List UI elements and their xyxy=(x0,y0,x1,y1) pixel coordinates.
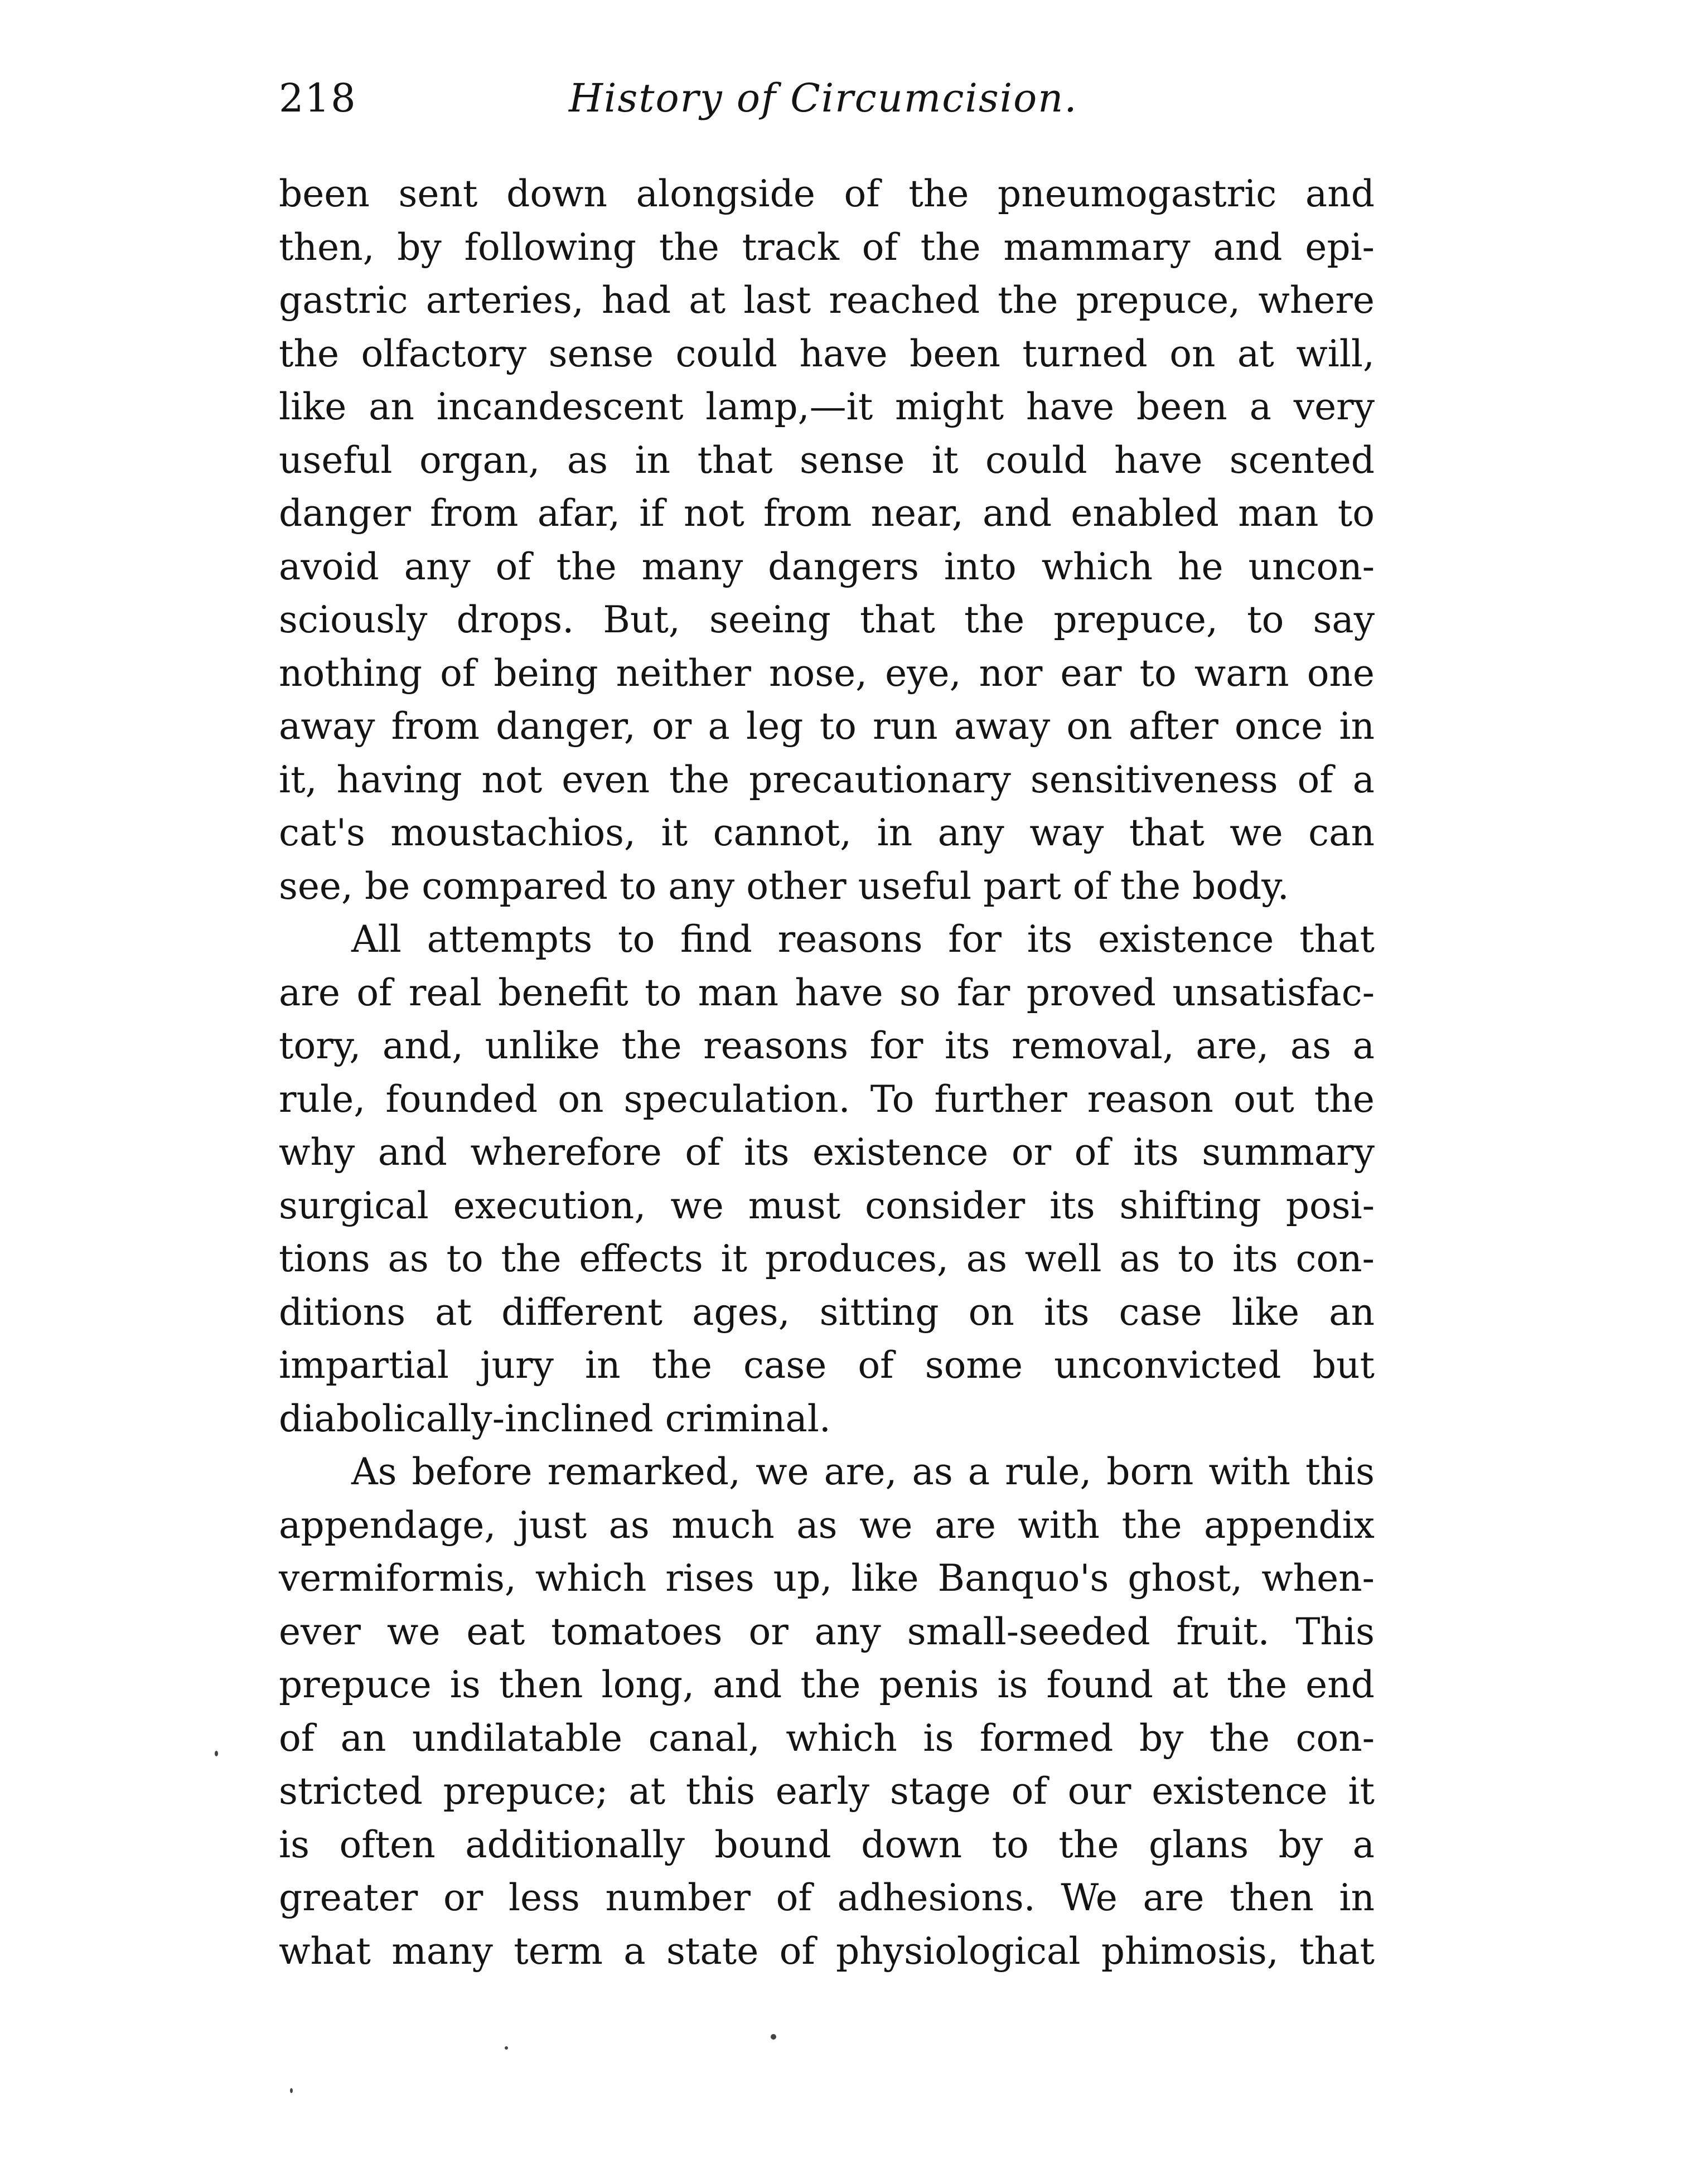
text-line: is often additionally bound down to the glans by a xyxy=(279,1823,1375,1866)
text-line: sciously drops. But, seeing that the prepuce, to say xyxy=(279,598,1375,641)
text-line: tory, and, unlike the reasons for its removal, are, as a xyxy=(279,1024,1375,1067)
text-line: the olfactory sense could have been turned on at will, xyxy=(279,332,1375,375)
text-line: danger from afar, if not from near, and enabled man to xyxy=(279,492,1375,535)
page-number: 218 xyxy=(279,75,357,121)
text-line: then, by following the track of the mammary and epi- xyxy=(279,225,1375,269)
text-line: what many term a state of physiological phimosis, that xyxy=(279,1929,1375,1973)
text-line: stricted prepuce; at this early stage of our existence it xyxy=(279,1770,1375,1813)
scan-speck xyxy=(771,2034,776,2040)
text-line: appendage, just as much as we are with the appendix xyxy=(279,1503,1375,1547)
text-line: greater or less number of adhesions. We are then in xyxy=(279,1876,1375,1919)
text-line: surgical execution, we must consider its shifting posi- xyxy=(279,1184,1375,1227)
text-line: vermiformis, which rises up, like Banquo's ghost, when- xyxy=(279,1557,1375,1600)
text-line: All attempts to find reasons for its existence that xyxy=(351,918,1375,961)
text-line: why and wherefore of its existence or of its summary xyxy=(279,1131,1375,1174)
text-line: prepuce is then long, and the penis is found at the end xyxy=(279,1663,1375,1706)
scan-speck xyxy=(505,2046,508,2050)
text-line: like an incandescent lamp,—it might have been a very xyxy=(279,385,1375,428)
text-line: of an undilatable canal, which is formed by the con- xyxy=(279,1716,1375,1760)
text-line: impartial jury in the case of some unconvicted but xyxy=(279,1344,1375,1387)
text-line: avoid any of the many dangers into which he uncon- xyxy=(279,545,1375,588)
running-title: History of Circumcision. xyxy=(569,75,1078,121)
text-line: away from danger, or a leg to run away on after once in xyxy=(279,705,1375,748)
scan-speck xyxy=(290,2088,293,2093)
running-header xyxy=(279,70,1383,137)
text-line: tions as to the effects it produces, as well as to its con- xyxy=(279,1237,1375,1280)
text-line: see, be compared to any other useful part of the body. xyxy=(279,864,1289,908)
text-line: rule, founded on speculation. To further reason out the xyxy=(279,1077,1375,1121)
text-line: cat's moustachios, it cannot, in any way that we can xyxy=(279,811,1375,854)
text-line: useful organ, as in that sense it could have scented xyxy=(279,438,1375,482)
text-line: been sent down alongside of the pneumogastric and xyxy=(279,172,1375,215)
text-line: diabolically-inclined criminal. xyxy=(279,1397,831,1440)
text-line: it, having not even the precautionary sensitiveness of a xyxy=(279,758,1375,801)
text-line: ever we eat tomatoes or any small-seeded fruit. This xyxy=(279,1610,1375,1653)
text-line: gastric arteries, had at last reached the prepuce, where xyxy=(279,279,1375,322)
text-line: nothing of being neither nose, eye, nor ear to warn one xyxy=(279,651,1375,695)
text-line: ditions at different ages, sitting on its case like an xyxy=(279,1290,1375,1334)
body-text xyxy=(279,167,1375,1978)
text-line: As before remarked, we are, as a rule, born with this xyxy=(351,1450,1375,1493)
scan-speck xyxy=(215,1751,218,1756)
text-line: are of real benefit to man have so far proved unsatisfac- xyxy=(279,971,1375,1014)
